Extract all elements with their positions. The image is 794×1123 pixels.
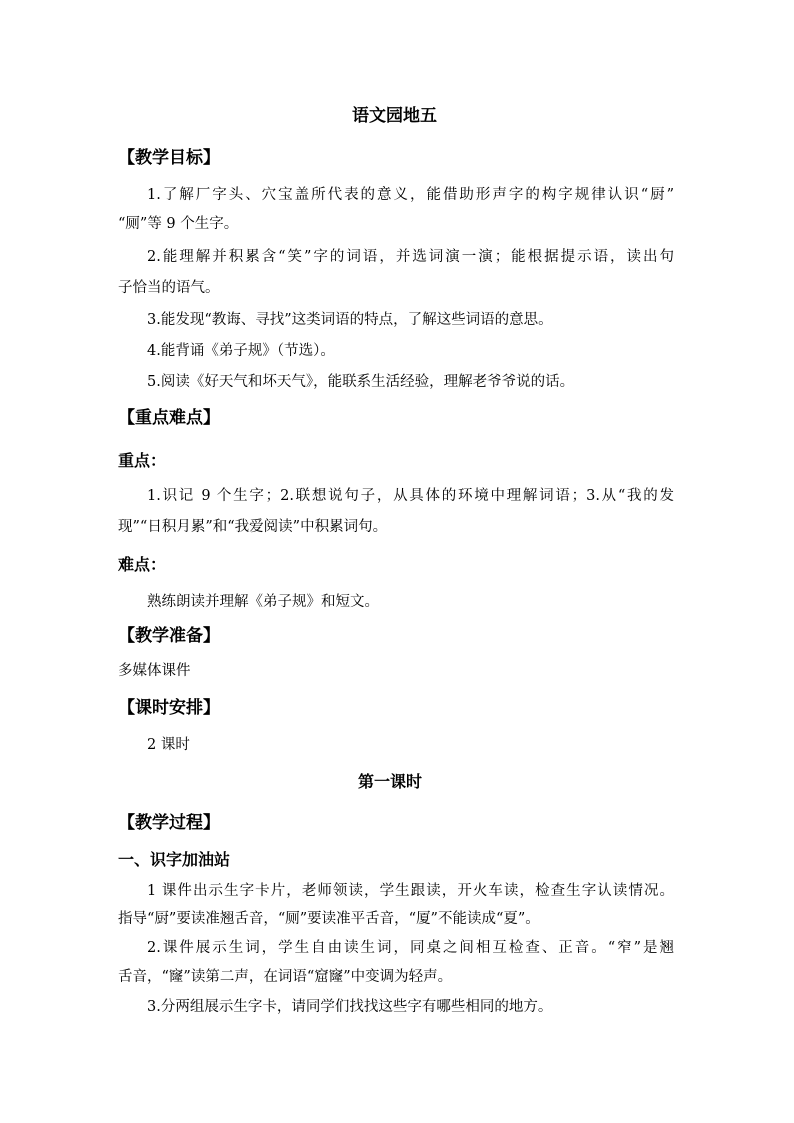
section-1-p1-line-1: 1 课件出示生字卡片，老师领读，学生跟读，开火车读，检查生字认读情况。 [147,883,674,899]
hard-points-text: 熟练朗读并理解《弟子规》和短文。 [147,594,379,610]
section-1-p1-line-2: 指导“厨”要读准翘舌音，“厕”要读准平舌音，“厦”不能读成“夏”。 [118,911,540,927]
schedule-heading: 【课时安排】 [118,698,220,718]
goal-item-2-line-1: 2.能理解并积累含“笑”字的词语，并选词演一演；能根据提示语，读出句 [147,249,674,265]
prep-text: 多媒体课件 [118,663,191,679]
goal-item-1-line-2: “厕”等 9 个生字。 [118,216,239,232]
lesson-title: 第一课时 [358,772,423,791]
prep-heading: 【教学准备】 [118,626,220,646]
goal-item-2-line-2: 子恰当的语气。 [118,280,220,296]
hard-label: 难点： [118,555,167,574]
goal-item-1-line-1: 1.了解厂字头、穴宝盖所代表的意义，能借助形声字的构字规律认识“厨” [147,187,674,203]
key-points-line-2: 现”“日积月累”和“我爱阅读”中积累词句。 [118,519,388,535]
section-1-p2-line-1: 2.课件展示生词，学生自由读生词，同桌之间相互检查、正音。“窄”是翘 [147,940,674,956]
goals-heading: 【教学目标】 [118,148,220,168]
goal-item-3: 3.能发现“教诲、寻找”这类词语的特点，了解这些词语的意思。 [147,312,553,328]
schedule-text: 2 课时 [147,737,190,753]
page-title: 语文园地五 [352,106,437,126]
goal-item-5: 5.阅读《好天气和坏天气》，能联系生活经验，理解老爷爷说的话。 [147,374,575,390]
section-1-p2-line-2: 舌音，“窿”读第二声，在词语“窟窿”中变调为轻声。 [118,969,453,985]
process-heading: 【教学过程】 [118,813,220,833]
section-1-p3: 3.分两组展示生字卡，请同学们找找这些字有哪些相同的地方。 [147,999,553,1015]
key-points-line-1: 1.识记 9 个生字；2.联想说句子，从具体的环境中理解词语；3.从“我的发 [147,488,674,504]
goal-item-4: 4.能背诵《弟子规》（节选）。 [147,343,335,359]
key-label: 重点： [118,451,167,470]
section-1-heading: 一、识字加油站 [118,850,231,869]
keypoints-heading: 【重点难点】 [118,408,220,428]
